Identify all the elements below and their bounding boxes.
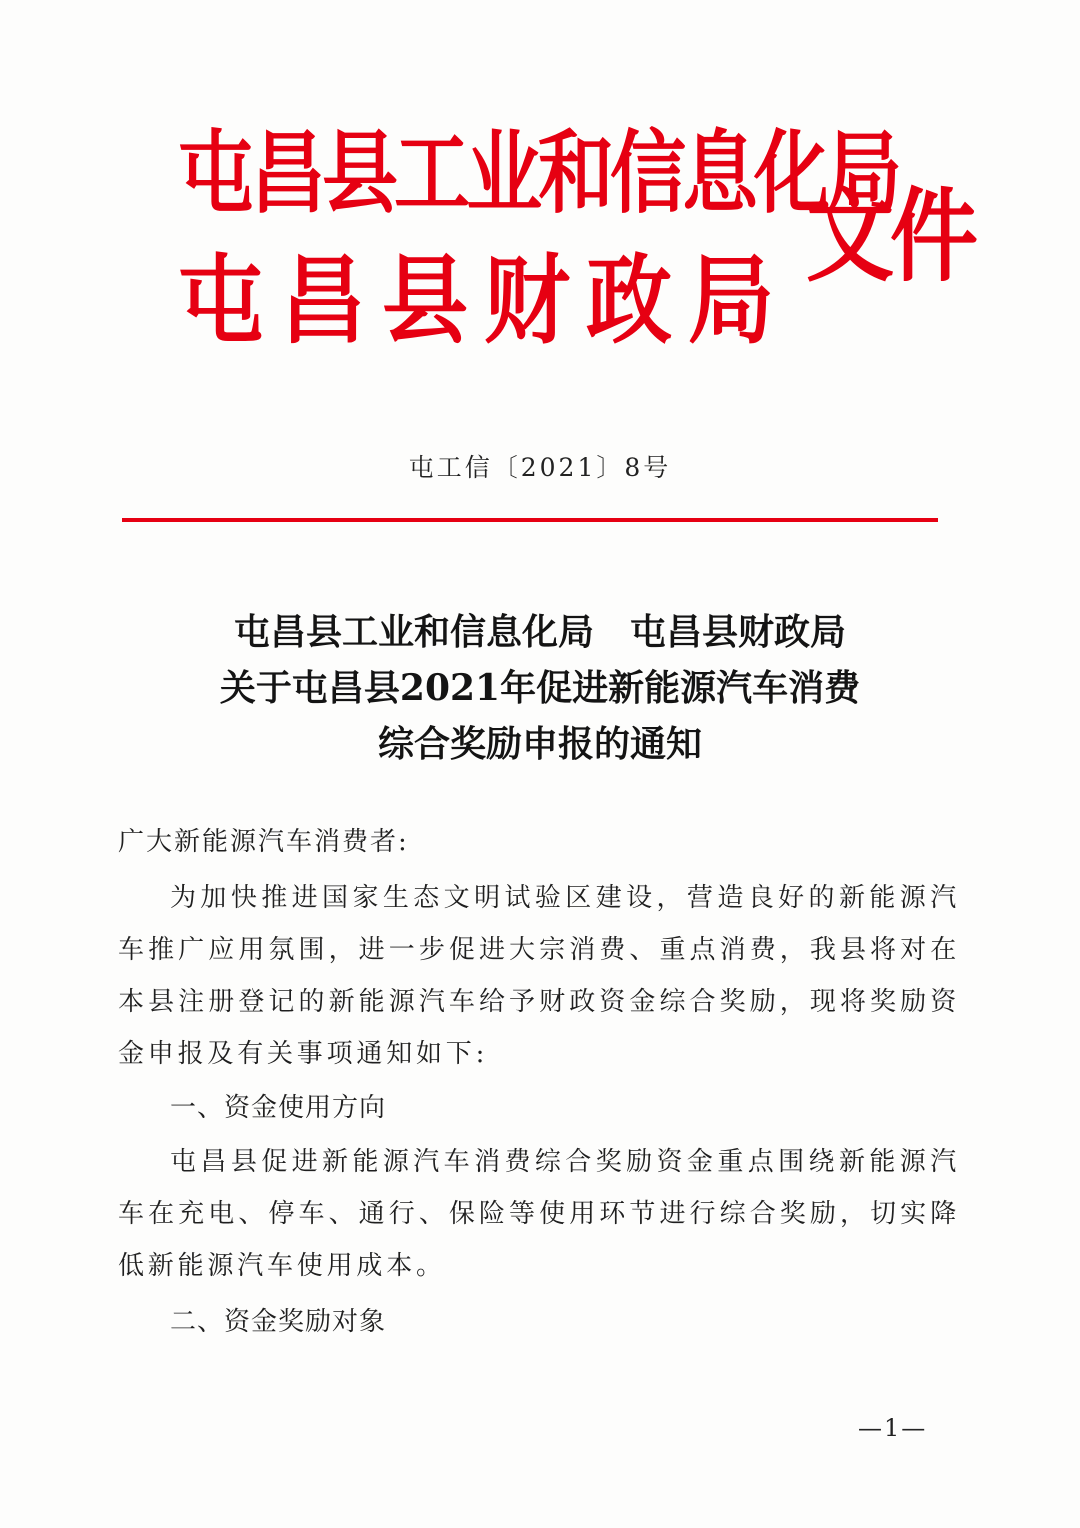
document-title bbox=[0, 604, 1080, 772]
section-1-heading: 一、资金使用方向 bbox=[170, 1093, 387, 1123]
title-line-2: 关于屯昌县2021年促进新能源汽车消费 bbox=[219, 667, 861, 709]
title-line-3: 综合奖励申报的通知 bbox=[377, 723, 702, 765]
section-2-heading: 二、资金奖励对象 bbox=[170, 1307, 387, 1337]
document-body bbox=[118, 816, 960, 1350]
red-divider-line bbox=[122, 518, 938, 522]
page-number: —1— bbox=[858, 1414, 928, 1442]
section-1-paragraph: 屯昌县促进新能源汽车消费综合奖励资金重点围绕新能源汽车在充电、停车、通行、保险等使用环节进行综合奖励，切实降低新能源汽车使用成本。 bbox=[118, 1147, 960, 1281]
salutation: 广大新能源汽车消费者: bbox=[118, 827, 409, 857]
title-line-1: 屯昌县工业和信息化局 屯昌县财政局 bbox=[233, 611, 846, 653]
intro-paragraph: 为加快推进国家生态文明试验区建设，营造良好的新能源汽车推广应用氛围，进一步促进大宗消费、重点消费，我县将对在本县注册登记的新能源汽车给予财政资金综合奖励，现将奖励资金申报及有关事项通知如下: bbox=[118, 883, 960, 1069]
doc-type-label: 文件 bbox=[806, 177, 975, 296]
issuer-name-finance-bureau: 屯昌县财政局 bbox=[178, 245, 790, 358]
issuer-name-industry-bureau: 屯昌县工业和信息化局 bbox=[178, 120, 898, 226]
document-number: 屯工信〔2021〕8号 bbox=[408, 453, 672, 482]
